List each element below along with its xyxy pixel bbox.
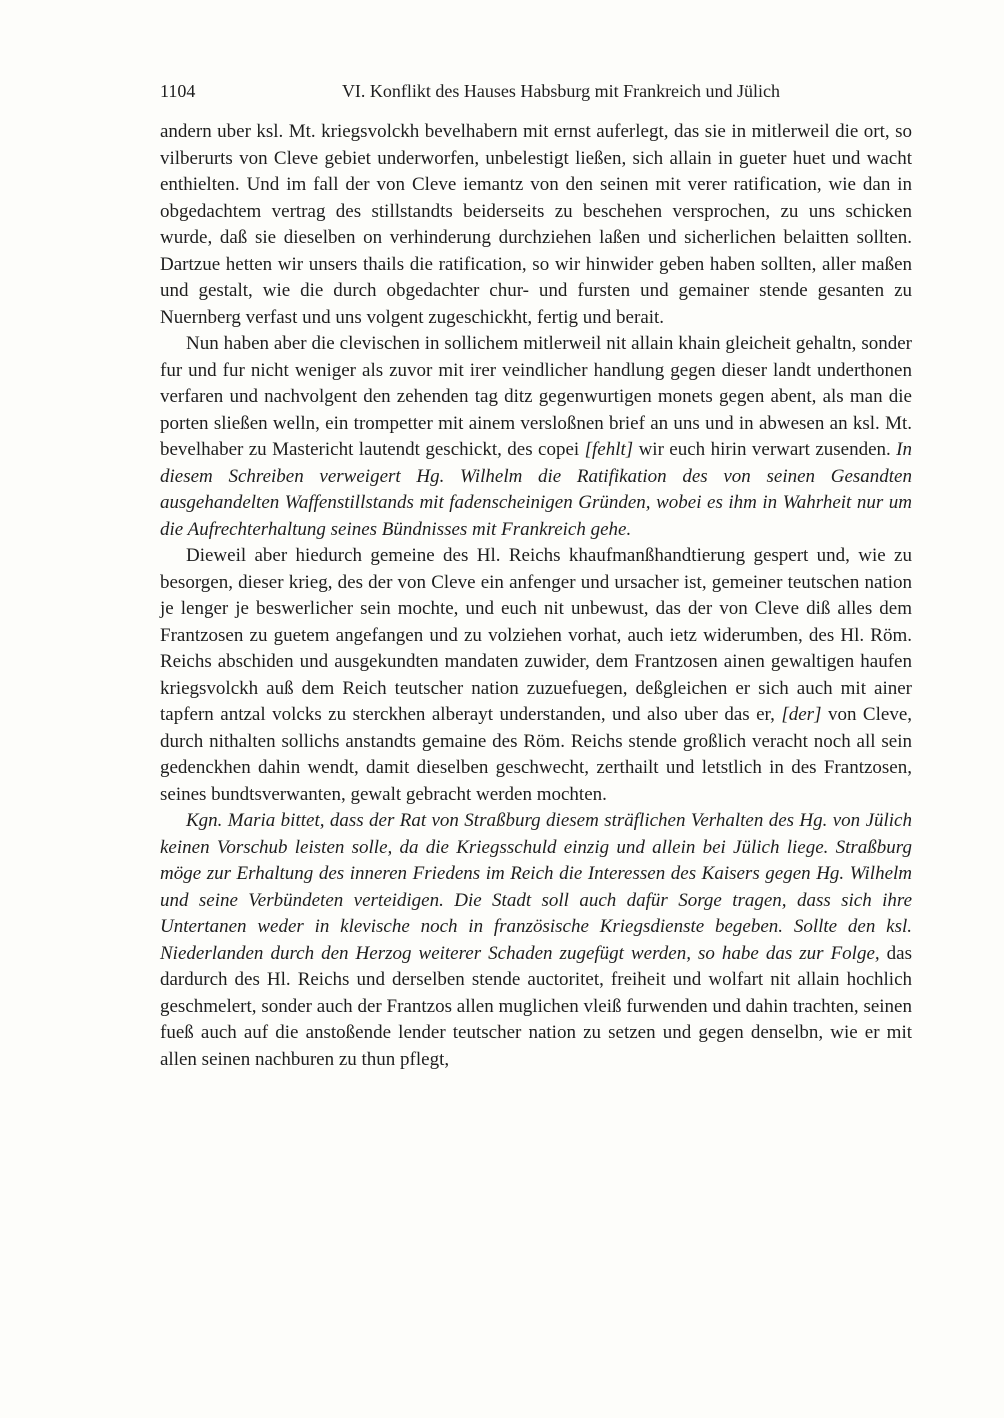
text-segment: das dardurch des Hl. Reichs und derselben stende auctoritet, freiheit und wolfart nit allain hochlich geschmelert, sonder auch der Frantzos allen muglichen vleiß furwenden und dahin trachten, seinen fueß auch auf die anstoßende lender teutscher nation zu setzen und gegen denselbn, wie er mit allen seinen nachburen zu thun pflegt, [160,942,912,1070]
paragraph [160,543,912,808]
text-segment: andern uber ksl. Mt. kriegsvolckh bevelhabern mit ernst auferlegt, das sie in mitlerweil die ort, so vilberurts von Cleve gebiet underworfen, unbelestigt ließen, sich allain in gueter huet und wacht enthielten. Und im fall der von Cleve iemantz von den seinen mit verer ratification, wie dan in obgedachtem vertrag des stillstandts beiderseits zu beschehen versprochen, zu uns schicken wurde, daß sie dieselben on verhinderung durchziehen laßen und sicherlichen belaitten sollten. Dartzue hetten wir unsers thails die ratification, so wir hinwider geben haben sollten, aller maßen und gestalt, wie die durch obgedachter chur- und fursten und gemainer stende gesanten zu Nuernberg verfast und uns volgent zugeschickht, fertig und berait. [160,121,912,328]
paragraph [160,331,912,543]
text-segment: von Cleve, durch nithalten sollichs anstandts gemaine des Röm. Reichs stende großlich veracht noch all sein gedenckhen dahin wendt, damit dieselben geschwecht, zerthailt und letstlich in des Frantzosen, seines bundtsverwanten, gewalt gebracht werden mochten. [160,704,912,805]
paragraph [160,119,912,331]
text-segment: wir euch hirin verwart zusenden. [633,439,897,460]
italic-text-segment: Kgn. Maria bittet, dass der Rat von Straßburg diesem sträflichen Verhalten des Hg. von Jülich keinen Vorschub leisten solle, da die Kriegsschuld einzig und allein bei Jülich liege. Straßburg möge zur Erhaltung des inneren Friedens im Reich die Interessen des Kaisers gegen Hg. Wilhelm und seine Verbündeten verteidigen. Die Stadt soll auch dafür Sorge tragen, dass sich ihre Untertanen weder in klevische noch in französische Kriegsdienste begeben. Sollte den ksl. Niederlanden durch den Herzog weiterer Schaden zugefügt werden, so habe das zur Folge, [160,810,912,964]
italic-text-segment: In diesem Schreiben verweigert Hg. Wilhelm die Ratifikation des von seinen Gesandten ausgehandelten Waffenstillstands mit fadenscheinigen Gründen, wobei es ihm in Wahrheit nur um die Aufrechterhaltung seines Bündnisses mit Frankreich gehe. [160,439,912,540]
italic-text-segment: [fehlt] [584,439,634,460]
text-segment: Dieweil aber hiedurch gemeine des Hl. Reichs khaufmanßhandtierung gespert und, wie zu besorgen, dieser krieg, des der von Cleve ein anfenger und ursacher ist, gemeiner teutschen nation je lenger je beswerlicher sein mochte, und euch nit unbewust, das der von Cleve diß alles dem Frantzosen zu guetem angefangen und zu volziehen vorhat, auch ietz widerumben, des Hl. Röm. Reichs abschiden und ausgekundten mandaten zuwider, dem Frantzosen ainen gewaltigen haufen kriegsvolckh auß dem Reich teutscher nation zuzuefuegen, deßgleichen er sich auch mit ainer tapfern antzal volcks zu sterckhen alberayt understanden, und also uber das er, [160,545,912,725]
text-segment: Nun haben aber die clevischen in sollichem mitlerweil nit allain khain gleicheit gehaltn, sonder fur und fur nicht weniger als zuvor mit irer veindlicher handlung gegen dieser landt underthonen verfaren und nachvolgent den zehenden tag ditz gegenwurtigen monets gegen abent, als man die porten sließen welln, ein trompetter mit ainem versloßnen brief an uns und in abwesen an ksl. Mt. bevelhaber zu Mastericht lautendt geschickt, des copei [160,333,912,460]
running-title: VI. Konflikt des Hauses Habsburg mit Frankreich und Jülich [341,81,781,101]
page-body [160,119,912,1073]
page-number: 1104 [160,81,196,101]
italic-text-segment: [der] [781,704,822,725]
paragraph [160,808,912,1073]
page-header [160,80,912,102]
